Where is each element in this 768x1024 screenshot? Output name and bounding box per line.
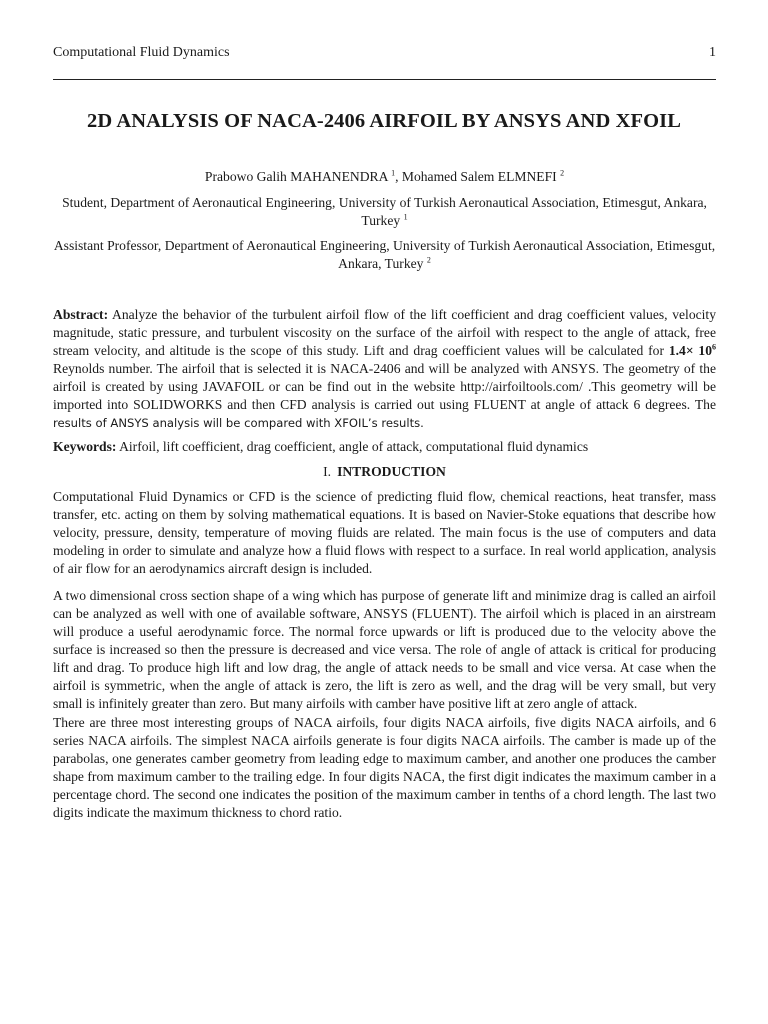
affiliation	[53, 194, 716, 230]
affiliation-text: Student, Department of Aeronautical Engineering, University of Turkish Aeronautical Association, Etimesgut, Ankara, Turkey	[62, 195, 707, 228]
author-name: Prabowo Galih MAHANENDRA	[204, 169, 388, 184]
abstract-text: Reynolds number. The airfoil that is selected it is NACA-2406 and will be analyzed with ANSYS. The geometry of the airfoil is created by using JAVAFOIL or can be find out in the website http://airfoiltools.com/ .This geometry will be imported into SOLIDWORKS and then CFD analysis is carried out using FLUENT at angle of attack 6 degrees. The	[53, 361, 716, 412]
abstract	[53, 306, 716, 432]
affiliation	[53, 237, 716, 273]
affiliation-mark: 2	[426, 255, 431, 265]
reynolds-base: 1.4× 10	[668, 343, 712, 358]
abstract-label: Abstract:	[53, 307, 109, 322]
paragraph: There are three most interesting groups of NACA airfoils, four digits NACA airfoils, five digits NACA airfoils, and 6 series NACA airfoils. The simplest NACA airfoils generate is four digits NACA airfoils. The camber is made up of the parabolas, one generates camber geometry from leading edge to maximum camber, and another one produces the camber shape from maximum camber to the trailing edge. In four digits NACA, the first digit indicates the maximum camber in a percentage chord. The second one indicates the position of the maximum camber in tenths of a chord length. The last two digits indicate the maximum thickness to chord ratio.	[53, 715, 716, 820]
section-title: INTRODUCTION	[337, 464, 446, 479]
abstract-text: Analyze the behavior of the turbulent airfoil flow of the lift coefficient and drag coefficient values, velocity magnitude, static pressure, and turbulent viscosity on the surface of the airfoil with respect to the angle of attack, free stream velocity, and altitude is the scope of this study. Lift and drag coefficient values will be calculated for	[53, 307, 716, 358]
section-number: I.	[323, 464, 332, 479]
paragraph: A two dimensional cross section shape of a wing which has purpose of generate lift and minimize drag is called an airfoil can be analyzed as well with one of available software, ANSYS (FLUENT). The airfoil which is placed in an airstream will produce a useful aerodynamic force. The normal force upwards or lift is produced due to the velocity above the surface is increased so then the pressure is decreased and vice versa. The role of angle of attack is critical for producing lift and drag. To produce high lift and low drag, the angle of attack needs to be small and vice versa. At case when the airfoil is symmetric, when the angle of attack is zero, the lift is zero as well, and the drag will be very small, but very small is infinitely greater than zero. But many airfoils with camber have positive lift at zero angle of attack.	[53, 588, 716, 711]
paper-title: 2D ANALYSIS OF NACA-2406 AIRFOIL BY ANSYS AND XFOIL	[86, 110, 681, 132]
affiliation-mark: 2	[560, 168, 565, 178]
affiliation-mark: 1	[391, 168, 396, 178]
affiliation-text: Assistant Professor, Department of Aeronautical Engineering, University of Turkish Aeronautical Association, Etimesgut, Ankara, Turkey	[53, 238, 716, 271]
running-title: Computational Fluid Dynamics	[53, 45, 230, 60]
section-heading	[53, 463, 716, 481]
affiliation-mark: 1	[403, 212, 408, 222]
abstract-text: results of ANSYS analysis will be compared with XFOIL’s results.	[53, 416, 424, 430]
reynolds-exponent: 6	[712, 342, 716, 352]
reynolds-number	[669, 343, 716, 358]
page-number: 1	[709, 45, 716, 60]
author-separator: ,	[395, 169, 402, 184]
header-rule	[53, 79, 716, 80]
page-header	[53, 45, 716, 65]
keywords-label: Keywords:	[53, 439, 117, 454]
author-list	[53, 168, 716, 186]
author-name: Mohamed Salem ELMNEFI	[401, 169, 557, 184]
keywords	[53, 438, 716, 456]
paragraph: Computational Fluid Dynamics or CFD is the science of predicting fluid flow, chemical reactions, heat transfer, mass transfer, etc. acting on them by solving mathematical equations. It is based on Navier-Stoke equations that describe how velocity, pressure, density, temperature of moving fluids are related. The main focus is the use of computers and data modeling in order to simulate and analyze how a fluid flows with respect to a surface. In real world application, analysis of air flow for an aerodynamics aircraft design is included.	[53, 489, 716, 576]
keywords-text: Airfoil, lift coefficient, drag coefficient, angle of attack, computational fluid dynamics	[116, 439, 589, 454]
